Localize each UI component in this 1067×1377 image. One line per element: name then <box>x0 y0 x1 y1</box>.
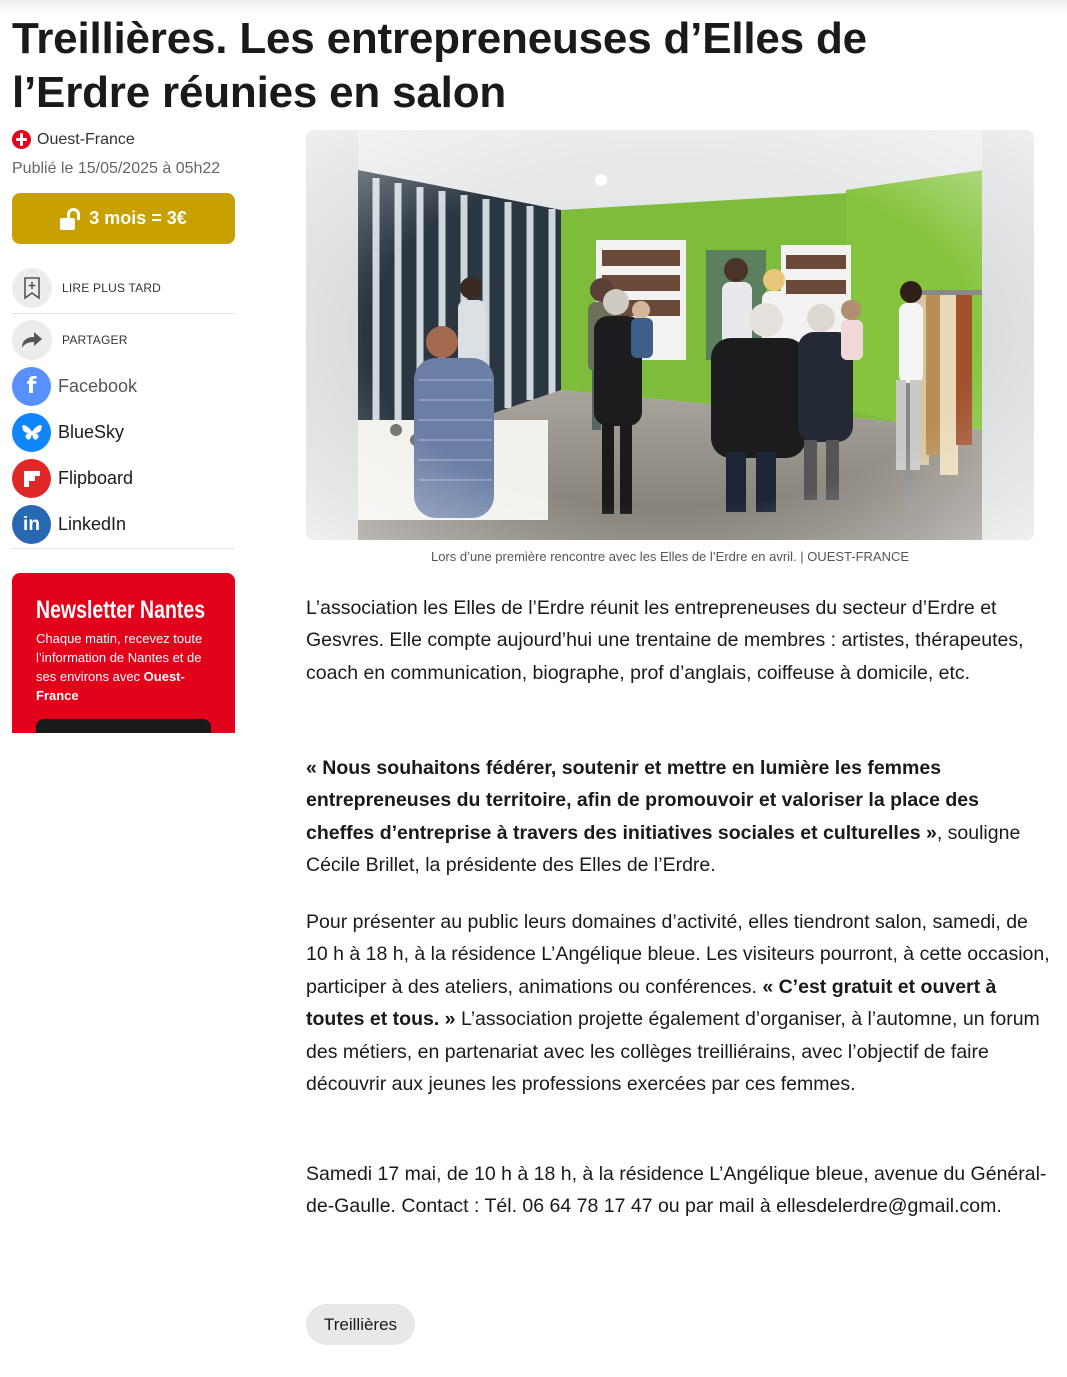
newsletter-brand: Ouest-France <box>36 669 185 703</box>
unlock-icon <box>60 208 80 230</box>
photo-caption: Lors d’une première rencontre avec les Elles de l’Erdre en avril. | OUEST-FRANCE <box>430 549 910 564</box>
article-quote-paragraph <box>306 752 1034 882</box>
share-button[interactable] <box>12 320 235 360</box>
quote-attribution: , souligne Cécile Brillet, la présidente des Elles de l’Erdre. <box>306 821 1021 877</box>
read-later-button[interactable] <box>12 268 235 308</box>
ouest-france-logo-icon <box>12 130 31 149</box>
newsletter-text: Chaque matin, recevez toute l’information de Nantes et de ses environs avec Ouest-France <box>36 631 203 703</box>
divider <box>12 548 235 549</box>
share-label: PARTAGER <box>62 333 128 347</box>
quote-open: « <box>306 757 323 779</box>
publication-date: Publié le 15/05/2025 à 05h22 <box>12 160 221 177</box>
bookmark-icon <box>12 268 52 308</box>
flipboard-label: Flipboard <box>58 468 134 488</box>
newsletter-box <box>12 573 235 733</box>
share-flipboard[interactable] <box>12 459 133 498</box>
facebook-label: Facebook <box>58 376 138 396</box>
article-paragraph-4: Samedi 17 mai, de 10 h à 18 h, à la résidence L’Angélique bleue, avenue du Général-de-Gaulle. Contact : Tél. 06 64 78 17 47 ou par mail à ellesdelerdre@gmail.com. <box>306 1163 1047 1218</box>
share-bluesky[interactable] <box>12 413 124 452</box>
share-arrow-icon <box>12 320 52 360</box>
newsletter-subscribe-button[interactable] <box>36 719 211 733</box>
event-photo-illustration <box>306 130 1034 540</box>
article-paragraph-1: L’association les Elles de l’Erdre réunit les entrepreneuses du secteur d’Erdre et Gesvres. Elle compte aujourd’hui une trentaine de membres : artistes, thérapeutes, coach en communication, biographe, prof d’anglais, coiffeuse à domicile, etc. <box>306 597 1024 684</box>
newsletter-title: Newsletter Nantes <box>36 596 206 624</box>
linkedin-icon: in <box>12 505 51 544</box>
article-paragraph-3: Pour présenter au public leurs domaines d’activité, elles tiendront salon, samedi, de 10 h à 18 h, à la résidence L’Angélique bleue. Les visiteurs pourront, à cette occasion, participer à des ateliers, animations ou conférences. « C’est gratuit et ouvert à toutes et tous. » L’association projette également d’organiser, à l’automne, un forum des métiers, en partenariat avec les collèges treilliérains, avec l’objectif de faire découvrir aux jeunes les professions exercées par ces femmes. <box>306 911 1050 1096</box>
divider <box>12 313 235 314</box>
quote-close: » <box>920 821 937 844</box>
share-linkedin[interactable] <box>12 505 126 544</box>
subscribe-label: 3 mois = 3€ <box>89 208 187 228</box>
share-facebook[interactable] <box>12 367 137 406</box>
tag-treillieres[interactable]: Treillières <box>306 1304 415 1345</box>
flipboard-icon <box>12 459 51 498</box>
inline-quote-open: « <box>762 975 779 998</box>
inline-quote: C’est gratuit et ouvert à toutes et tous. <box>306 975 997 1031</box>
quote-text: Nous souhaitons fédérer, soutenir et mettre en lumière les femmes entrepreneuses du territoire, afin de promouvoir et valoriser la place des cheffes d’entreprise à travers des initiatives sociales et culturelles <box>306 757 979 844</box>
source-name: Ouest-France <box>37 130 135 148</box>
article-title: Treillières. Les entrepreneuses d’Elles de l’Erdre réunies en salon <box>12 14 867 117</box>
bluesky-butterfly-icon <box>12 413 51 452</box>
read-later-label: LIRE PLUS TARD <box>62 281 162 295</box>
linkedin-label: LinkedIn <box>58 514 127 534</box>
inline-quote-close: » <box>439 1008 456 1031</box>
subscribe-button[interactable] <box>12 193 235 244</box>
source[interactable] <box>12 130 135 149</box>
bluesky-label: BlueSky <box>58 422 125 442</box>
article-photo <box>306 130 1034 540</box>
facebook-icon: f <box>12 367 51 406</box>
